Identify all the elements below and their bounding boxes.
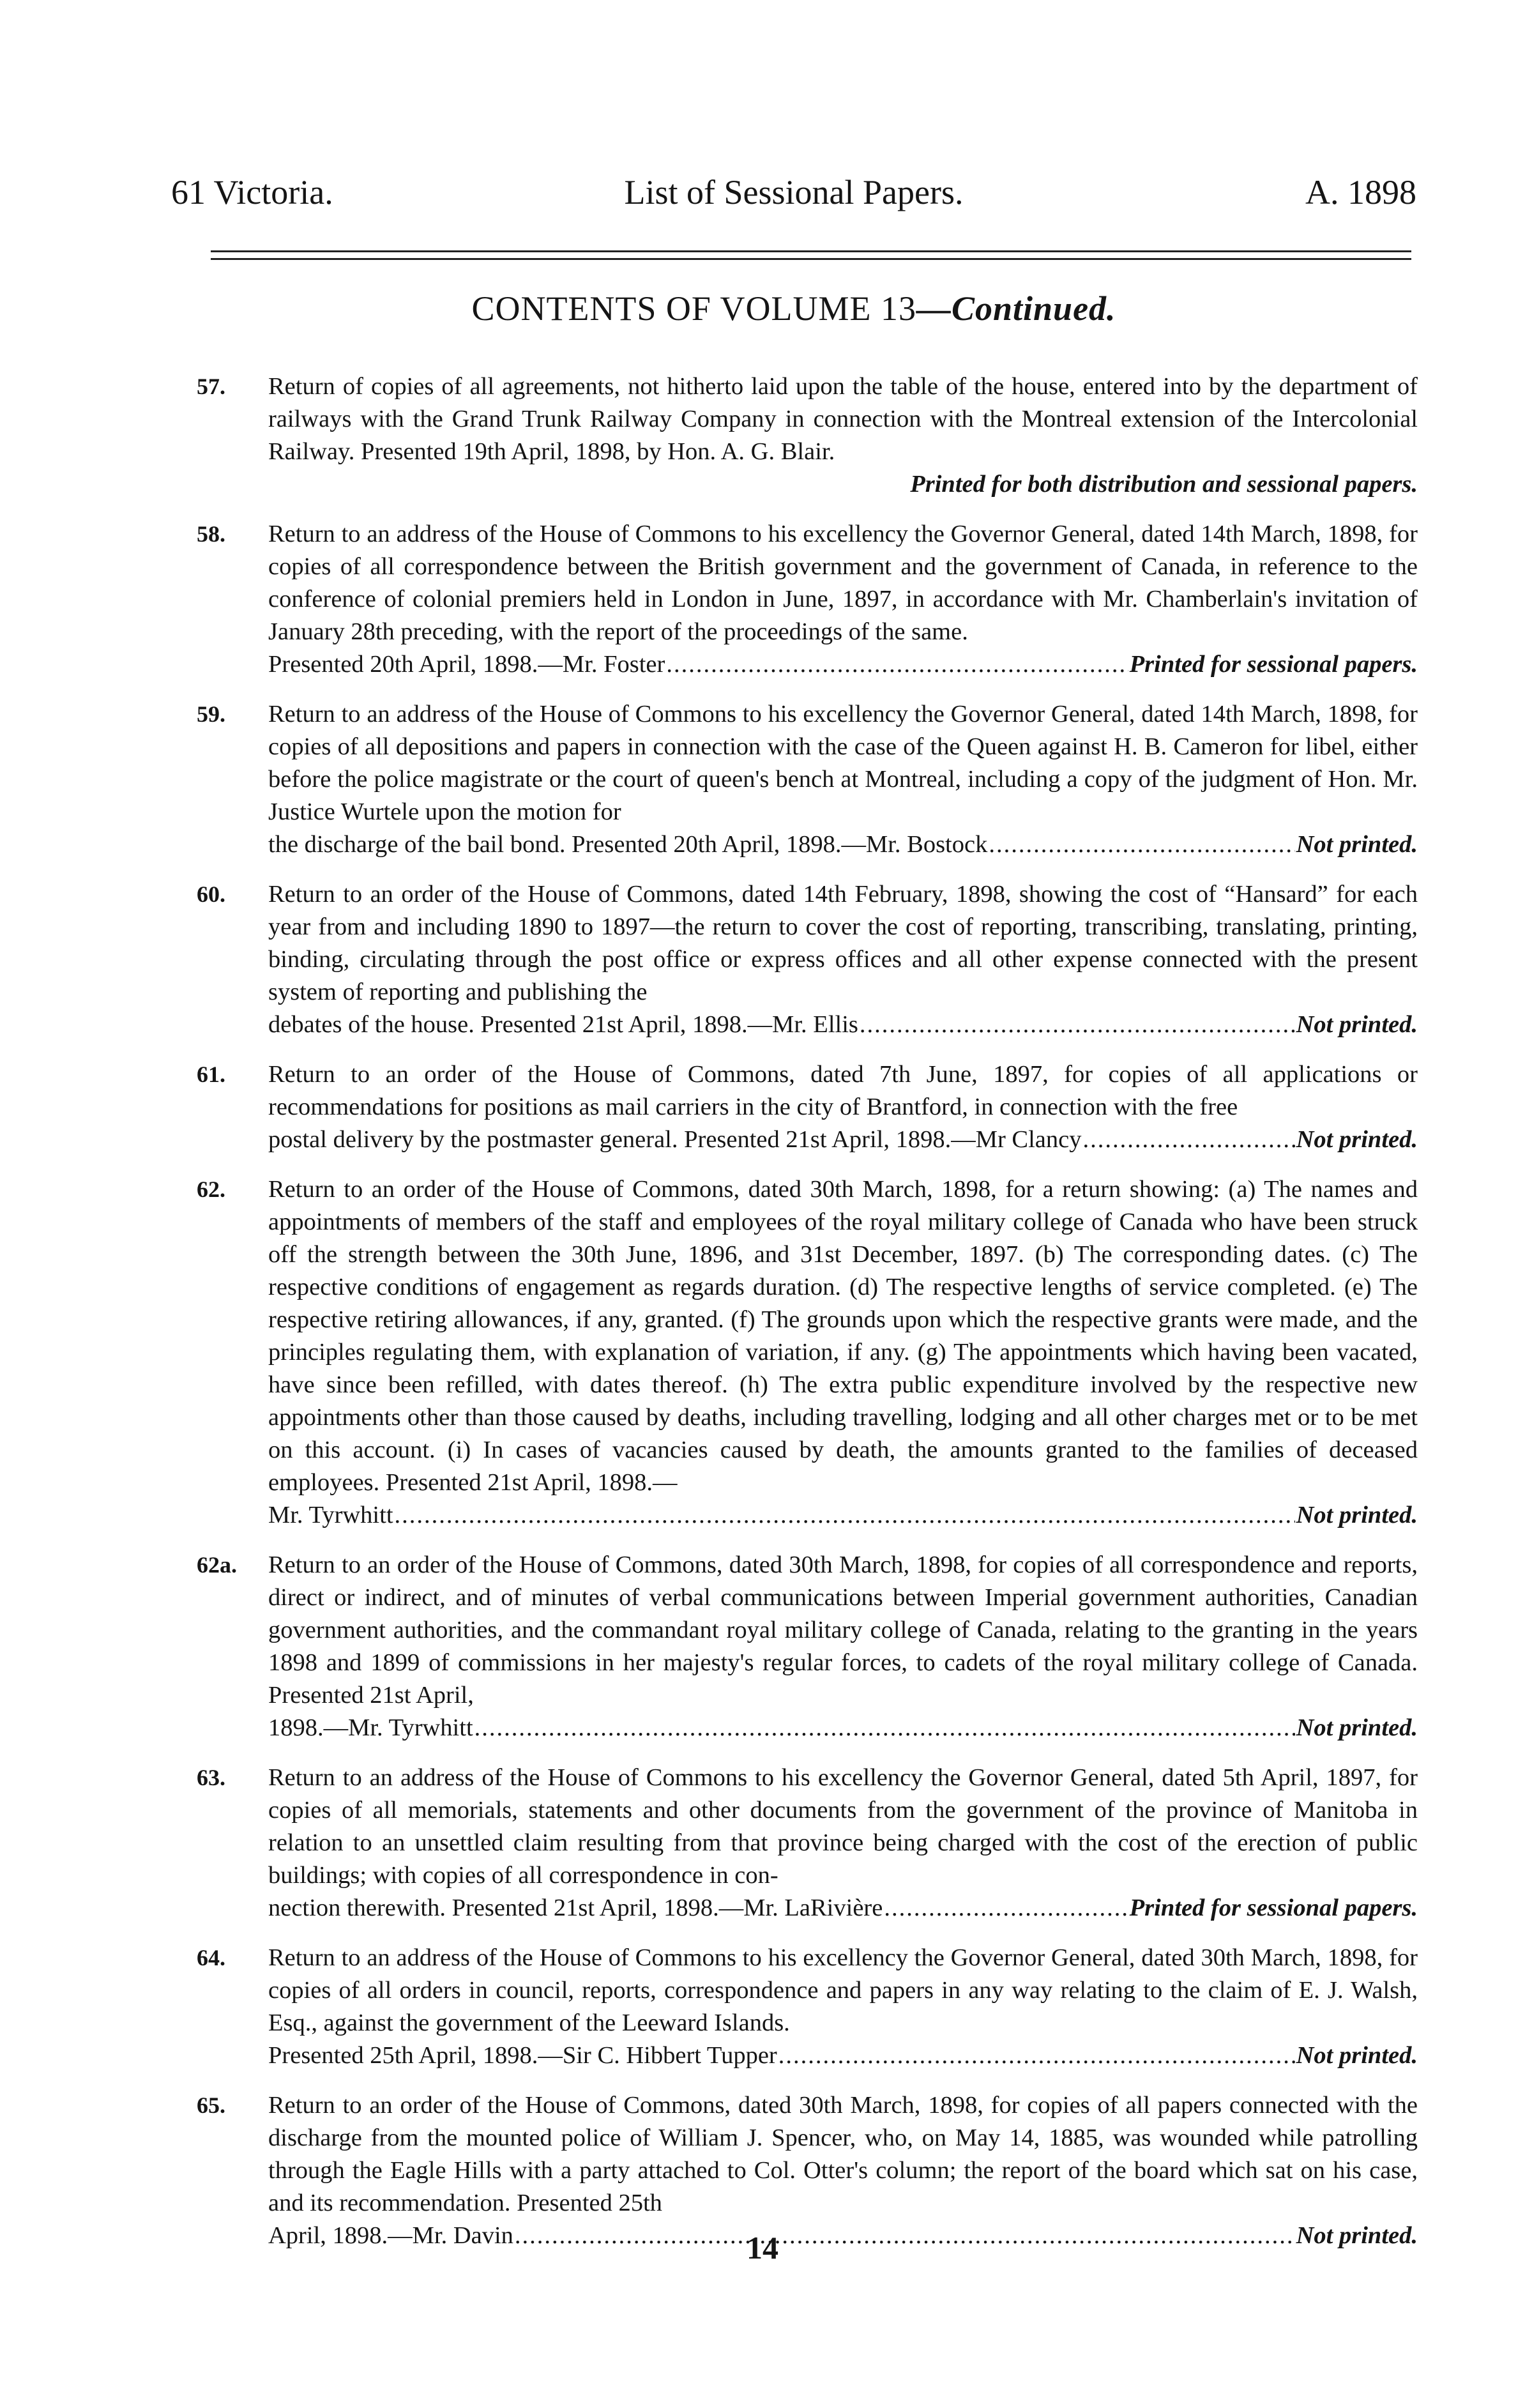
entry-62a [197,1549,1418,1744]
entry-text: Return to an order of the House of Commons, dated 30th March, 1898, for copies of all papers connected with the discharge from the mounted police of William J. Spencer, who, on May 14, 1885, was wounded while patrolling through the Eagle Hills with a party attached to Col. Otter's column; the report of the board which sat on his case, and its recommendation. Presented 25th [268,2092,1418,2216]
entry-lastline [268,2039,1418,2072]
leader-dots [884,1892,1128,1924]
entry-number: 64. [197,1945,225,1970]
entry-presented: April, 1898.—Mr. Davin [268,2222,513,2249]
entry-text: Return to an order of the House of Commons, dated 30th March, 1898, for copies of all correspondence and reports, direct or indirect, and of minutes of verbal communications between Imperial government authorities, Canadian government authorities, and the commandant royal military college of Canada, relating to the granting in the years 1898 and 1899 of commissions in her majesty's regular forces, to cadets of the royal military college of Canada. Presented 21st April, [268,1551,1418,1709]
entry-list [197,370,1418,2269]
entry-status: Printed for both distribution and sessional papers. [910,471,1418,498]
entry-text: Return of copies of all agreements, not hitherto laid upon the table of the house, entered into by the department of railways with the Grand Trunk Railway Company in connection with the Montreal extension of the Intercolonial Railway. Presented 19th April, 1898, by Hon. A. G. Blair. [268,373,1418,465]
entry-presented: postal delivery by the postmaster general. Presented 21st April, 1898.—Mr Clancy [268,1126,1082,1153]
entry-presented: 1898.—Mr. Tyrwhitt [268,1714,473,1741]
entry-text: Return to an order of the House of Commons, dated 7th June, 1897, for copies of all applications or recommendations for positions as mail carriers in the city of Brantford, in connection with the free [268,1061,1418,1120]
entry-presented: Presented 25th April, 1898.—Sir C. Hibbert Tupper [268,2042,777,2069]
header-rule-top [211,250,1411,252]
entry-lastline [268,1892,1418,1924]
entry-status: Not printed. [1296,2042,1418,2069]
leader-dots [474,1712,1295,1744]
entry-61 [197,1058,1418,1156]
volume-title-continued: —Continued. [916,289,1116,328]
leader-dots [989,828,1294,861]
entry-62 [197,1173,1418,1532]
entry-status: Printed for sessional papers. [1129,651,1418,678]
entry-lastline [268,828,1418,861]
entry-lastline [268,1009,1418,1041]
page-number: 14 [747,2230,778,2266]
entry-number: 62. [197,1177,225,1202]
entry-lastline [268,648,1418,681]
leader-dots [395,1499,1295,1532]
entry-text: Return to an order of the House of Commons, dated 30th March, 1898, for a return showing: (a) The names and appointments of members of the staff and employees of the royal military college of Canada who have been struck off the strength between the 30th June, 1896, and 31st December, 1897. (b) The corresponding dates. (c) The respective conditions of engagement as regards duration. (d) The respective lengths of service completed. (e) The respective retiring allowances, if any, granted. (f) The grounds upon which the respective grants were made, and the principles regulating them, with explanation of variation, if any. (g) The appointments which having been vacated, have since been refilled, with dates thereof. (h) The extra public expenditure involved by the respective new appointments other than those caused by deaths, including travelling, lodging and all other charges met or to be met on this account. (i) In cases of vacancies caused by death, the amounts granted to the families of deceased employees. Presented 21st April, 1898.— [268,1176,1418,1496]
entry-status: Not printed. [1296,1502,1418,1528]
leader-dots [860,1009,1295,1041]
entry-number: 60. [197,881,225,907]
entry-57 [197,370,1418,501]
entry-lastline [268,1499,1418,1532]
entry-number: 59. [197,701,225,727]
entry-presented: debates of the house. Presented 21st April, 1898.—Mr. Ellis [268,1011,858,1038]
leader-dots [666,648,1128,681]
header-year: A. 1898 [1305,173,1416,211]
volume-title-main: CONTENTS OF VOLUME 13 [471,289,916,328]
entry-presented: nection therewith. Presented 21st April, 1898.—Mr. LaRivière [268,1894,883,1921]
header-title: List of Sessional Papers. [624,173,964,211]
entry-status: Printed for sessional papers. [1129,1894,1418,1921]
entry-presented: Mr. Tyrwhitt [268,1502,393,1528]
leader-dots [1082,1124,1294,1156]
volume-title [171,289,1416,328]
page-header [171,172,1416,217]
entry-number: 61. [197,1062,225,1087]
entry-lastline [268,1124,1418,1156]
entry-number: 57. [197,374,225,399]
entry-lastline [268,1712,1418,1744]
entry-presented: Presented 20th April, 1898.—Mr. Foster [268,651,665,678]
entry-text: Return to an address of the House of Commons to his excellency the Governor General, dated 14th March, 1898, for copies of all depositions and papers in connection with the case of the Queen against H. B. Cameron for libel, either before the police magistrate or the court of queen's bench at Montreal, including a copy of the judgment of Hon. Mr. Justice Wurtele upon the motion for [268,701,1418,825]
entry-64 [197,1942,1418,2072]
header-session: 61 Victoria. [171,173,333,211]
leader-dots [778,2039,1295,2072]
entry-65 [197,2089,1418,2252]
entry-presented: the discharge of the bail bond. Presented 20th April, 1898.—Mr. Bostock [268,831,988,858]
entry-63 [197,1762,1418,1924]
entry-text: Return to an order of the House of Commons, dated 14th February, 1898, showing the cost of “Hansard” for each year from and including 1890 to 1897—the return to cover the cost of reporting, transcribing, translating, printing, binding, circulating through the post office or express offices and all other expense connected with the present system of reporting and publishing the [268,881,1418,1005]
header-rule-bottom [211,258,1411,260]
entry-number: 58. [197,521,225,547]
entry-status: Not printed. [1296,831,1418,858]
entry-text: Return to an address of the House of Commons to his excellency the Governor General, dated 5th April, 1897, for copies of all memorials, statements and other documents from the government of the province of Manitoba in relation to an unsettled claim resulting from that province being charged with the cost of the erection of public buildings; with copies of all correspondence in con- [268,1764,1418,1889]
entry-text: Return to an address of the House of Commons to his excellency the Governor General, dated 14th March, 1898, for copies of all correspondence between the British government and the government of Canada, in reference to the conference of colonial premiers held in London in June, 1897, in accordance with Mr. Chamberlain's invitation of January 28th preceding, with the report of the proceedings of the same. [268,521,1418,645]
entry-status: Not printed. [1296,2222,1418,2249]
entry-status: Not printed. [1296,1126,1418,1153]
entry-60 [197,878,1418,1041]
entry-status: Not printed. [1296,1011,1418,1038]
entry-status: Not printed. [1296,1714,1418,1741]
entry-number: 63. [197,1765,225,1790]
entry-58 [197,518,1418,681]
entry-number: 62a. [197,1552,237,1578]
entry-number: 65. [197,2092,225,2118]
entry-59 [197,698,1418,861]
entry-text: Return to an address of the House of Commons to his excellency the Governor General, dated 30th March, 1898, for copies of all orders in council, reports, correspondence and papers in any way relating to the claim of E. J. Walsh, Esq., against the government of the Leeward Islands. [268,1944,1418,2036]
